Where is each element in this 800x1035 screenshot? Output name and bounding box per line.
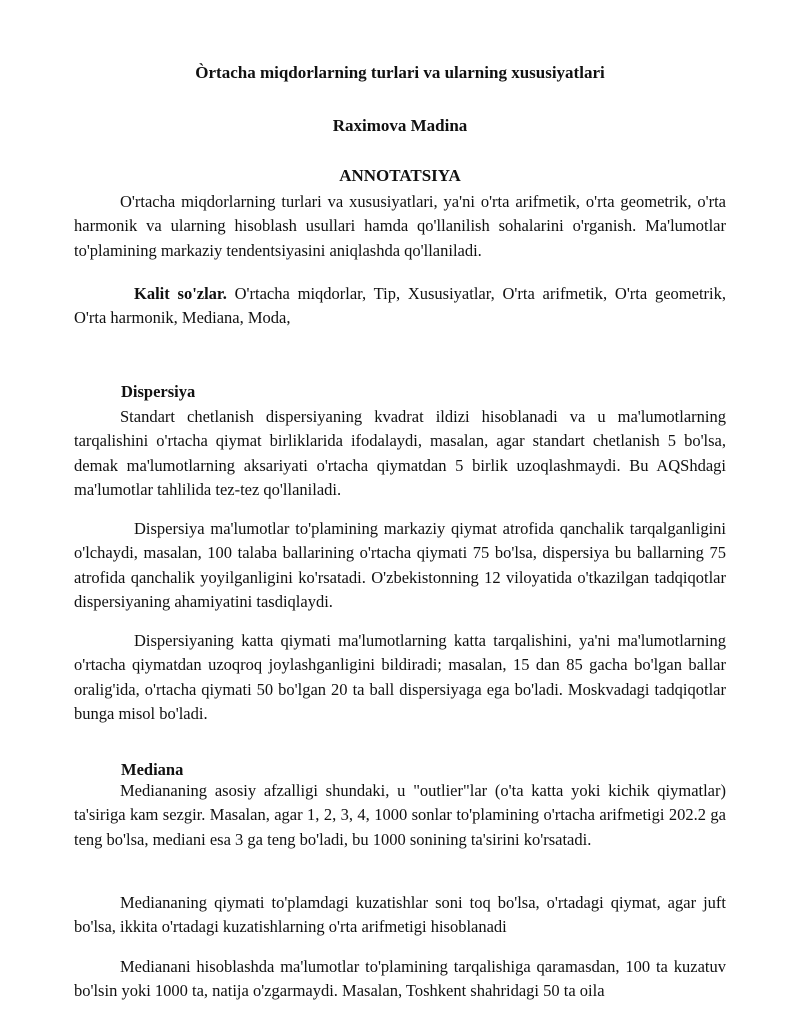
document-title: Òrtacha miqdorlarning turlari va ularning xususiyatlari — [195, 63, 605, 82]
section-heading-mediana: Mediana — [121, 760, 184, 779]
section-heading-dispersiya: Dispersiya — [121, 382, 196, 401]
section-paragraph: Dispersiyaning katta qiymati ma'lumotlarning katta tarqalishini, ya'ni ma'lumotlarning o'rtacha qiymatdan uzoqroq joylashganligini bildiradi; masalan, 15 dan 85 gacha bo'lgan ballar oralig'ida, o'rtacha qiymati 50 bo'lgan 20 ta ball dispersiyaga ega bo'ladi. Moskvadagi tadqiqotlar bunga misol bo'ladi. — [74, 631, 726, 723]
section-paragraph: Mediananing asosiy afzalligi shundaki, u "outlier"lar (o'ta katta yoki kichik qiymatlar) ta'siriga kam sezgir. Masalan, agar 1, 2, 3, 4, 1000 sonlar to'plamining o'rtacha arifmetigi 202.2 ga teng bo'lsa, mediani esa 3 ga teng bo'ladi, bu 1000 sonining ta'sirini ko'rsatadi. — [74, 781, 726, 849]
author-name: Raximova Madina — [332, 116, 468, 135]
section-paragraph: Standart chetlanish dispersiyaning kvadrat ildizi hisoblanadi va u ma'lumotlarning tarqalishini o'rtacha qiymat birliklarida ifodalaydi, masalan, agar standart chetlanish 5 bo'lsa, demak ma'lumotlarning aksariyati o'rtacha qiymatdan 5 birlik uzoqlashmaydi. Bu AQShdagi ma'lumotlar tahlilida tez-tez qo'llaniladi. — [74, 407, 726, 499]
keywords-paragraph — [74, 282, 726, 331]
section-paragraph: Medianani hisoblashda ma'lumotlar to'plamining tarqalishiga qaramasdan, 100 ta kuzatuv bo'lsin yoki 1000 ta, natija o'zgarmaydi. Masalan, Toshkent shahridagi 50 ta oila — [74, 957, 726, 1001]
annotation-paragraph: O'rtacha miqdorlarning turlari va xususiyatlari, ya'ni o'rta arifmetik, o'rta geometrik, o'rta harmonik va ularning hisoblash usullari hamda qo'llanilish sohalarini o'rganish. Ma'lumotlar to'plamining markaziy tendentsiyasini aniqlashda qo'llaniladi. — [74, 192, 726, 260]
keywords-label: Kalit so'zlar. — [134, 284, 227, 303]
annotation-heading: ANNOTATSIYA — [339, 166, 461, 185]
section-paragraph: Dispersiya ma'lumotlar to'plamining markaziy qiymat atrofida qanchalik tarqalganligini o'lchaydi, masalan, 100 talaba ballarining o'rtacha qiymati 75 bo'lsa, dispersiya bu ballarning 75 atrofida qanchalik yoyilganligini ko'rsatadi. O'zbekistonning 12 viloyatida o'tkazilgan tadqiqotlar dispersiyaning ahamiyatini tasdiqlaydi. — [74, 519, 726, 611]
keywords-text: O'rtacha miqdorlar, Tip, Xususiyatlar, O'rta arifmetik, O'rta geometrik, O'rta harmonik, Mediana, Moda, — [74, 284, 726, 328]
section-paragraph: Mediananing qiymati to'plamdagi kuzatishlar soni toq bo'lsa, o'rtadagi qiymat, agar juft bo'lsa, ikkita o'rtadagi kuzatishlarning o'rta arifmetigi hisoblanadi — [74, 893, 726, 937]
